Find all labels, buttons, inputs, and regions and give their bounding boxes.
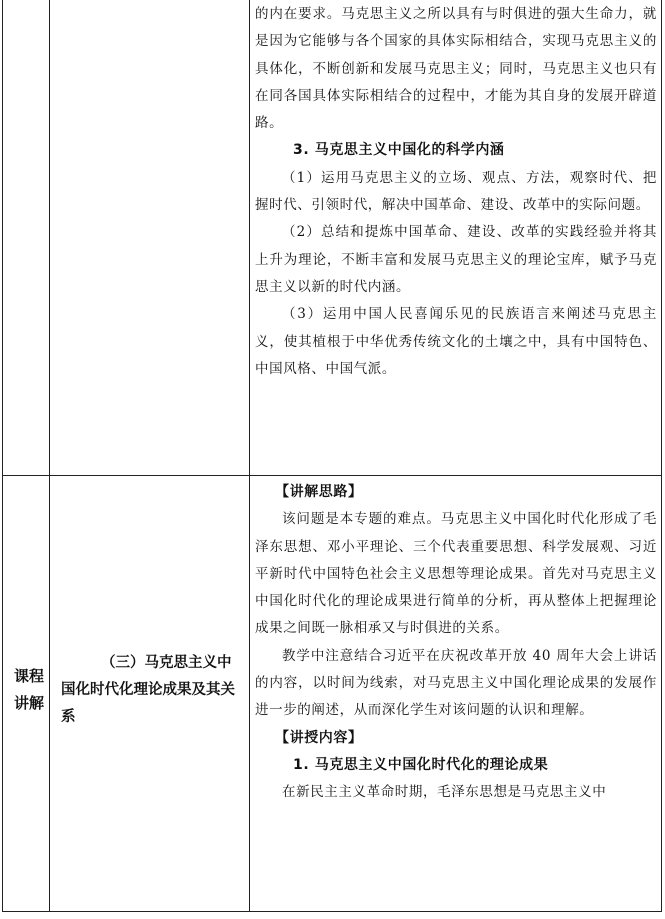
paragraph: 该问题是本专题的难点。马克思主义中国化时代化形成了毛泽东思想、邓小平理论、三个代表重要思想、科学发展观、习近平新时代中国特色社会主义思想等理论成果。首先对马克思主义中国化时代化的理论成果进行简单的分析，再从整体上把握理论成果之间既一脉相承又与时俱进的关系。 <box>255 511 657 637</box>
list-item: （2）总结和提炼中国革命、建设、改革的实践经验并将其上升为理论，不断丰富和发展马克思主义的理论宝库，赋予马克思主义以新的时代内涵。 <box>255 224 657 295</box>
topic-title-line: （三）马克思主义中 <box>101 655 232 671</box>
section-heading: 1. 马克思主义中国化时代化的理论成果 <box>293 756 549 773</box>
bracket-heading: 【讲解思路】 <box>275 484 363 500</box>
paragraph: 的内在要求。马克思主义之所以具有与时俱进的强大生命力，就是因为它能够与各个国家的具体实际相结合，实现马克思主义的具体化，不断创新和发展马克思主义；同时，马克思主义也只有在同各国具体实际相结合的过程中，才能为其自身的发展开辟道路。 <box>255 6 657 132</box>
content-cell-1 <box>255 1 657 383</box>
list-item: （3）运用中国人民喜闻乐见的民族语言来阐述马克思主义，使其植根于中华优秀传统文化的土壤之中，具有中国特色、中国风格、中国气派。 <box>255 306 657 377</box>
content-cell-2 <box>255 479 657 807</box>
paragraph: 在新民主主义革命时期，毛泽东思想是马克思主义中 <box>282 784 607 801</box>
topic-title <box>61 650 243 731</box>
lesson-table <box>2 0 662 912</box>
paragraph: 教学中注意结合习近平在庆祝改革开放 40 周年大会上讲话的内容，以时间为线索，对马克思主义中国化理论成果的发展作进一步的阐述，从而深化学生对该问题的认识和理解。 <box>255 647 657 719</box>
section-label-line: 讲解 <box>13 694 44 712</box>
column-divider <box>249 0 250 911</box>
row-divider <box>3 475 661 476</box>
list-item: （1）运用马克思主义的立场、观点、方法，观察时代、把握时代、引领时代，解决中国革命、建设、改革中的实际问题。 <box>255 169 657 214</box>
section-label-line: 课程 <box>13 667 44 685</box>
bracket-heading: 【讲授内容】 <box>275 729 363 746</box>
section-heading: 3. 马克思主义中国化的科学内涵 <box>293 142 505 159</box>
column-divider <box>49 0 50 911</box>
section-label <box>9 663 49 717</box>
topic-title-line: 国化时代化理论成果及其关系 <box>61 682 235 725</box>
